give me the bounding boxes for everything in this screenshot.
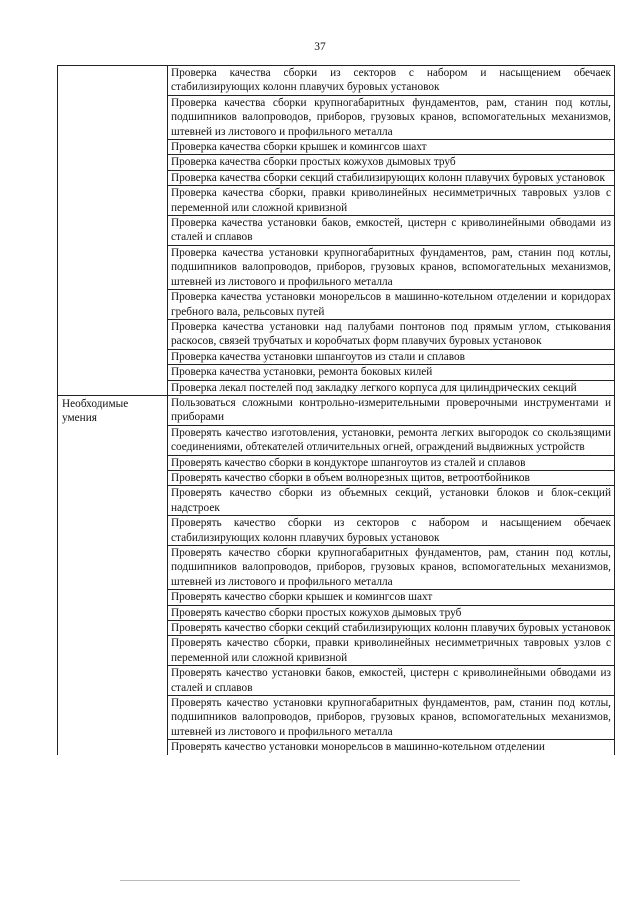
table-row: Проверка качества сборки крышек и комингсов шахт xyxy=(168,139,614,154)
page-number: 37 xyxy=(314,41,326,53)
section-label xyxy=(58,66,168,395)
section-items xyxy=(168,66,614,395)
table-row: Проверка качества установки баков, емкостей, цистерн с криволинейными обводами из сталей и сплавов xyxy=(168,215,614,245)
table-row: Проверять качество сборки простых кожухов дымовых труб xyxy=(168,605,614,620)
section-items xyxy=(168,396,614,755)
table-row: Проверять качество установки баков, емкостей, цистерн с криволинейными обводами из сталей и сплавов xyxy=(168,665,614,695)
table-row: Проверять качество сборки, правки криволинейных несимметричных тавровых узлов с переменной или сложной кривизной xyxy=(168,635,614,665)
table-row: Проверка качества сборки простых кожухов дымовых труб xyxy=(168,154,614,169)
table-row: Проверять качество сборки секций стабилизирующих колонн плавучих буровых установок xyxy=(168,620,614,635)
table-row: Проверять качество сборки крышек и комингсов шахт xyxy=(168,589,614,604)
table-section-required-skills xyxy=(58,396,614,755)
table-row: Проверка качества установки шпангоутов из стали и сплавов xyxy=(168,349,614,364)
table-row: Проверка лекал постелей под закладку легкого корпуса для цилиндрических секций xyxy=(168,380,614,395)
table-row: Проверка качества сборки секций стабилизирующих колонн плавучих буровых установок xyxy=(168,170,614,185)
table-row: Проверка качества установки крупногабаритных фундаментов, рам, станин под котлы, подшипников валопроводов, приборов, грузовых кранов, вспомогательных механизмов, штевней из листового и профильного металла xyxy=(168,245,614,289)
section-label: Необходимые умения xyxy=(58,396,168,755)
table-row: Проверка качества сборки, правки криволинейных несимметричных тавровых узлов с переменной или сложной кривизной xyxy=(168,185,614,215)
table-row: Проверка качества установки, ремонта боковых килей xyxy=(168,364,614,379)
table-section-labor-actions xyxy=(58,66,614,396)
table-row: Проверять качество сборки в кондукторе шпангоутов из сталей и сплавов xyxy=(168,455,614,470)
table-row: Проверять качество установки монорельсов в машинно-котельном отделении xyxy=(168,739,614,754)
table-row: Проверять качество сборки в объем волнорезных щитов, ветроотбойников xyxy=(168,470,614,485)
table-row: Пользоваться сложными контрольно-измерительными проверочными инструментами и приборами xyxy=(171,396,611,424)
table-row: Проверка качества сборки из секторов с набором и насыщением обечаек стабилизирующих колонн плавучих буровых установок xyxy=(171,67,611,94)
table-row: Проверять качество сборки крупногабаритных фундаментов, рам, станин под котлы, подшипников валопроводов, приборов, грузовых кранов, вспомогательных механизмов, штевней из листового и профильного металла xyxy=(168,545,614,589)
competency-table xyxy=(57,65,615,755)
table-row: Проверять качество сборки из объемных секций, установки блоков и блок-секций надстроек xyxy=(168,485,614,515)
scan-artifact-line xyxy=(120,880,520,881)
table-row: Проверять качество установки крупногабаритных фундаментов, рам, станин под котлы, подшипников валопроводов, приборов, грузовых кранов, вспомогательных механизмов, штевней из листового и профильного металла xyxy=(168,695,614,739)
table-row: Проверять качество изготовления, установки, ремонта легких выгородок со скользящими соединениями, обтекателей отличительных огней, ограждений выдвижных устройств xyxy=(168,425,614,455)
table-row: Проверка качества сборки крупногабаритных фундаментов, рам, станин под котлы, подшипников валопроводов, приборов, грузовых кранов, вспомогательных механизмов, штевней из листового и профильного металла xyxy=(168,95,614,139)
table-row: Проверять качество сборки из секторов с набором и насыщением обечаек стабилизирующих колонн плавучих буровых установок xyxy=(168,515,614,545)
table-row: Проверка качества установки монорельсов в машинно-котельном отделении и коридорах гребного вала, рельсовых путей xyxy=(168,289,614,319)
table-row: Проверка качества установки над палубами понтонов под прямым углом, стыкования раскосов, связей трубчатых и коробчатых форм плавучих буровых установок xyxy=(168,319,614,349)
